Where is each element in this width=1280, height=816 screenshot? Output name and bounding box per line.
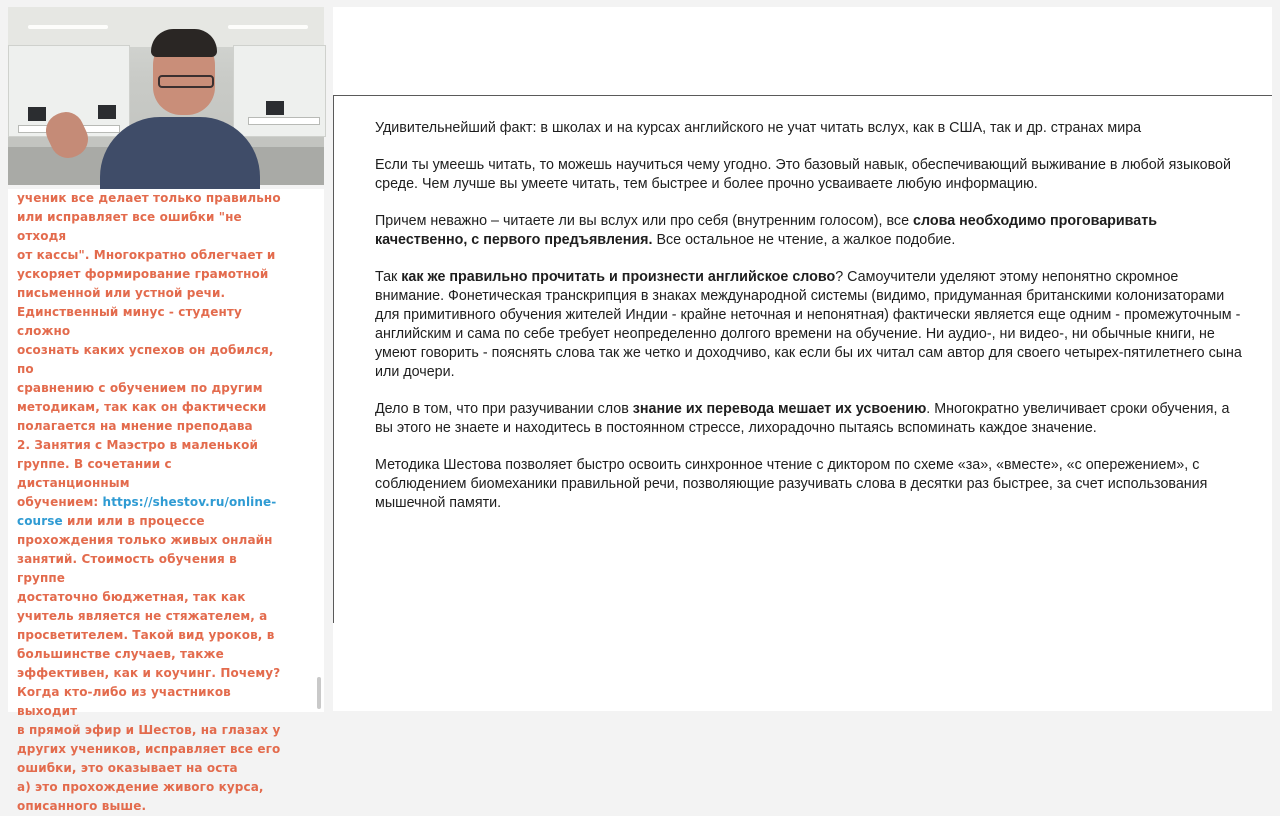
presenter-glasses (158, 75, 214, 88)
course-link[interactable]: https://shestov.ru/online- (102, 495, 277, 509)
slide-paragraph-1: Удивительнейший факт: в школах и на курсах английского не учат читать вслух, как в США, так и др. странах мира (375, 120, 1142, 136)
chat-line: Когда кто-либо из участников выходит (17, 685, 231, 718)
chat-scrollbar[interactable] (316, 189, 322, 712)
chat-line: а) это прохождение живого курса, (17, 780, 264, 794)
slide-text: Причем неважно – читаете ли вы вслух или про себя (внутренним голосом), все (375, 213, 914, 229)
presenter-hair (151, 29, 217, 57)
chat-line (17, 512, 287, 531)
chat-message (17, 189, 287, 816)
chat-scrollbar-thumb[interactable] (317, 677, 321, 709)
slide-bold-text: знание их перевода мешает их усвоению (632, 401, 927, 417)
chat-line: или исправляет все ошибки "не отходя (17, 210, 242, 243)
chat-line (17, 493, 287, 512)
chat-line: прохождения только живых онлайн (17, 533, 273, 547)
slide-paragraph-5 (375, 400, 1245, 438)
slide-text: Так (375, 269, 402, 285)
chat-panel[interactable] (8, 189, 324, 813)
video-ceiling-light (28, 25, 108, 29)
chat-line: осознать каких успехов он добился, по (17, 343, 274, 376)
course-link-continued[interactable]: course (17, 514, 63, 528)
chat-line: ученик все делает только правильно (17, 191, 281, 205)
chat-line-prefix: обучением: (17, 495, 103, 509)
slide-bold-text: как же правильно прочитать и произнести английское слово (401, 269, 836, 285)
slide-bold-text: слова необходимо проговаривать качественно, с первого предъявления. (375, 213, 1158, 248)
chat-line: группе. В сочетании с дистанционным (17, 457, 172, 490)
presentation-slide (333, 7, 1272, 711)
slide-content (375, 119, 1245, 531)
chat-line: в прямой эфир и Шестов, на глазах у (17, 723, 281, 737)
chat-line: от кассы". Многократно облегчает и (17, 248, 276, 262)
chat-line: учитель является не стяжателем, а (17, 609, 268, 623)
video-monitor (28, 107, 46, 121)
chat-line-suffix: или или в процессе (62, 514, 205, 528)
slide-text: . Многократно увеличивает сроки обучения, а вы этого не знаете и находитесь в постоянном стрессе, лихорадочно пытаясь вспоминать каждое значение. (375, 401, 1230, 436)
video-monitor (266, 101, 284, 115)
slide-paragraph-3 (375, 212, 1245, 250)
webcam-video (8, 7, 324, 185)
chat-line: достаточно бюджетная, так как (17, 590, 246, 604)
slide-left-border (333, 95, 334, 623)
chat-line: занятий. Стоимость обучения в группе (17, 552, 237, 585)
chat-line: Единственный минус - студенту сложно (17, 305, 242, 338)
chat-line: большинстве случаев, также (17, 647, 224, 661)
chat-line: просветителем. Такой вид уроков, в (17, 628, 275, 642)
slide-top-border (333, 95, 1272, 96)
slide-paragraph-2: Если ты умеешь читать, то можешь научиться чему угодно. Это базовый навык, обеспечивающий выживание в любой языковой среде. Чем лучше вы умеете читать, тем быстрее и более прочно усваиваете любую информацию. (375, 157, 1231, 192)
slide-text: ? Самоучители уделяют этому непонятно скромное внимание. Фонетическая транскрипция в знаках международной системы (видимо, придуманная британскими колонизаторами для примитивного обучения жителей Индии - крайне неточная и непонятная) фактически является еще одним - промежуточным - английским и сама по себе требует неопределенно долгого времени на обучение. Ни аудио-, ни видео-, ни обычные книги, не умеют говорить - пояснять слова так же четко и доходчиво, как если бы их читал сам автор для своего четырех-пятилетнего сына или дочери. (375, 269, 1242, 380)
chat-line: эффективен, как и коучинг. Почему? (17, 666, 281, 680)
chat-line: описанного выше. (17, 799, 147, 813)
slide-paragraph-6: Методика Шестова позволяет быстро освоить синхронное чтение с диктором по схеме «за», «вместе», «с опережением», с соблюдением биомеханики правильной речи, позволяющие разучивать слова в десятки раз быстрее, за счет использования мышечной памяти. (375, 457, 1208, 511)
video-ceiling-light (228, 25, 308, 29)
chat-line: ускоряет формирование грамотной (17, 267, 269, 281)
video-desk (248, 117, 320, 125)
slide-text: Дело в том, что при разучивании слов (375, 401, 633, 417)
chat-line: сравнению с обучением по другим (17, 381, 263, 395)
chat-line: методикам, так как он фактически (17, 400, 267, 414)
chat-line: письменной или устной речи. (17, 286, 226, 300)
slide-paragraph-4 (375, 268, 1245, 382)
video-monitor (98, 105, 116, 119)
chat-line: других учеников, исправляет все его (17, 742, 281, 756)
chat-line: 2. Занятия с Маэстро в маленькой (17, 438, 258, 452)
chat-line: полагается на мнение преподава (17, 419, 253, 433)
slide-text: Все остальное не чтение, а жалкое подобие. (652, 232, 956, 248)
chat-line: ошибки, это оказывает на оста (17, 761, 238, 775)
